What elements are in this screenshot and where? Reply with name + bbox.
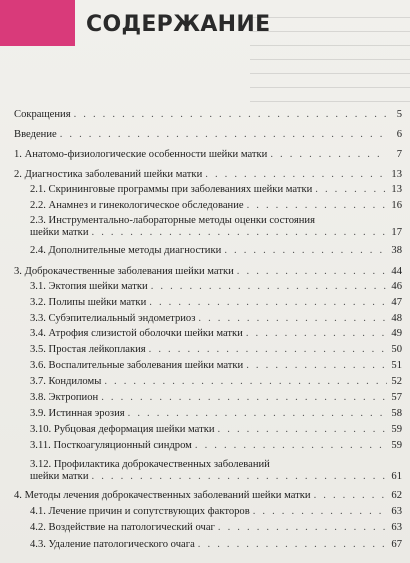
leader-dots xyxy=(104,376,387,388)
leader-dots xyxy=(237,266,387,278)
toc-entry-label: 4.2. Воздействие на патологический очаг xyxy=(30,522,215,533)
toc-chapter-1[interactable] xyxy=(14,149,402,161)
toc-entry-label: Введение xyxy=(14,129,57,140)
toc-entry-label: 3.8. Эктропион xyxy=(30,392,99,403)
toc-entry-page: 13 xyxy=(391,184,402,195)
toc-section[interactable] xyxy=(30,200,402,212)
toc-entry-label: 3.3. Субэпителиальный эндометриоз xyxy=(30,313,196,324)
leader-dots xyxy=(149,297,387,309)
toc-entry-label: 2. Диагностика заболеваний шейки матки xyxy=(14,169,203,180)
toc-entry-page: 5 xyxy=(396,109,402,120)
leader-dots xyxy=(149,344,387,356)
page-title: СОДЕРЖАНИЕ xyxy=(86,12,271,37)
toc-chapter-3[interactable] xyxy=(14,266,402,278)
toc-section[interactable] xyxy=(30,506,402,518)
toc-entry-page: 52 xyxy=(391,376,402,387)
toc-entry-page: 63 xyxy=(391,522,402,533)
toc-section[interactable] xyxy=(30,360,402,372)
toc-entry-label: 4.1. Лечение причин и сопутствующих факторов xyxy=(30,506,250,517)
toc-section[interactable] xyxy=(30,328,402,340)
leader-dots xyxy=(247,200,387,212)
leader-dots xyxy=(74,109,387,121)
toc-entry-label: 3.6. Воспалительные заболевания шейки матки xyxy=(30,360,244,371)
toc-entry-page: 7 xyxy=(396,149,402,160)
toc-section[interactable] xyxy=(30,297,402,309)
toc-entry-label: 3.1. Эктопия шейки матки xyxy=(30,281,148,292)
leader-dots xyxy=(198,539,387,551)
toc-entry-label: 2.1. Скрининговые программы при заболеваниях шейки матки xyxy=(30,184,313,195)
toc-entry-page: 63 xyxy=(391,506,402,517)
leader-dots xyxy=(315,184,387,196)
toc-entry-page: 67 xyxy=(391,539,402,550)
toc-entry-page: 47 xyxy=(391,297,402,308)
toc-entry-label-continued: шейки матки xyxy=(30,471,89,482)
leader-dots xyxy=(195,440,387,452)
bleed-through-text xyxy=(250,4,410,114)
leader-dots xyxy=(151,281,387,293)
toc-section[interactable] xyxy=(30,215,402,239)
toc-entry-label: 3.12. Профилактика доброкачественных заболеваний xyxy=(30,459,270,470)
toc-section[interactable] xyxy=(30,424,402,436)
toc-entry-page: 38 xyxy=(391,245,402,256)
toc-entry-label: 3.7. Кондиломы xyxy=(30,376,102,387)
toc-entry-page: 61 xyxy=(391,471,402,482)
toc-chapter-4[interactable] xyxy=(14,490,402,502)
leader-dots xyxy=(92,471,388,483)
toc-section[interactable] xyxy=(30,281,402,293)
toc-entry-page: 6 xyxy=(396,129,402,140)
leader-dots xyxy=(60,129,387,141)
toc-entry-label: 2.2. Анамнез и гинекологическое обследование xyxy=(30,200,244,211)
toc-entry-label: 3.10. Рубцовая деформация шейки матки xyxy=(30,424,215,435)
toc-section[interactable] xyxy=(30,459,402,483)
toc-entry-page: 58 xyxy=(391,408,402,419)
leader-dots xyxy=(198,313,387,325)
toc-entry-page: 17 xyxy=(391,227,402,238)
toc-entry-label: Сокращения xyxy=(14,109,71,120)
toc-section[interactable] xyxy=(30,184,402,196)
toc-entry-page: 62 xyxy=(391,490,402,501)
toc-entry-label: 4. Методы лечения доброкачественных заболеваний шейки матки xyxy=(14,490,311,501)
toc-section[interactable] xyxy=(30,440,402,452)
toc-section[interactable] xyxy=(30,539,402,551)
toc-entry-page: 13 xyxy=(391,169,402,180)
leader-dots xyxy=(270,149,387,161)
leader-dots xyxy=(246,360,387,372)
toc-entry-page: 46 xyxy=(391,281,402,292)
toc-section[interactable] xyxy=(30,245,402,257)
toc-entry-page: 48 xyxy=(391,313,402,324)
toc-section[interactable] xyxy=(30,313,402,325)
leader-dots xyxy=(246,328,387,340)
toc-entry-intro[interactable] xyxy=(14,129,402,141)
toc-entry-abbreviations[interactable] xyxy=(14,109,402,121)
toc-entry-label: 3.11. Посткоагуляционный синдром xyxy=(30,440,192,451)
leader-dots xyxy=(253,506,387,518)
leader-dots xyxy=(224,245,387,257)
accent-block xyxy=(0,0,75,46)
leader-dots xyxy=(128,408,387,420)
toc-entry-label: 3.4. Атрофия слизистой оболочки шейки матки xyxy=(30,328,243,339)
toc-entry-page: 44 xyxy=(391,266,402,277)
leader-dots xyxy=(218,522,387,534)
toc-entry-label: 3.5. Простая лейкоплакия xyxy=(30,344,146,355)
toc-entry-label: 4.3. Удаление патологического очага xyxy=(30,539,195,550)
toc-entry-label-continued: шейки матки xyxy=(30,227,89,238)
toc-entry-page: 59 xyxy=(391,424,402,435)
toc-section[interactable] xyxy=(30,408,402,420)
toc-entry-label: 2.3. Инструментально-лабораторные методы оценки состояния xyxy=(30,215,315,226)
leader-dots xyxy=(314,490,387,502)
toc-section[interactable] xyxy=(30,392,402,404)
toc-entry-page: 51 xyxy=(391,360,402,371)
toc-entry-page: 16 xyxy=(391,200,402,211)
toc-section[interactable] xyxy=(30,522,402,534)
leader-dots xyxy=(205,169,387,181)
toc-entry-page: 50 xyxy=(391,344,402,355)
toc-entry-page: 49 xyxy=(391,328,402,339)
toc-entry-page: 57 xyxy=(391,392,402,403)
toc-entry-label: 3. Доброкачественные заболевания шейки матки xyxy=(14,266,234,277)
toc-chapter-2[interactable] xyxy=(14,169,402,181)
toc-section[interactable] xyxy=(30,344,402,356)
toc-entry-label: 1. Анатомо-физиологические особенности шейки матки xyxy=(14,149,268,160)
leader-dots xyxy=(218,424,387,436)
toc-entry-label: 3.2. Полипы шейки матки xyxy=(30,297,147,308)
toc-entry-label: 2.4. Дополнительные методы диагностики xyxy=(30,245,222,256)
leader-dots xyxy=(92,227,388,239)
toc-section[interactable] xyxy=(30,376,402,388)
toc-entry-label: 3.9. Истинная эрозия xyxy=(30,408,125,419)
leader-dots xyxy=(101,392,387,404)
toc-entry-page: 59 xyxy=(391,440,402,451)
